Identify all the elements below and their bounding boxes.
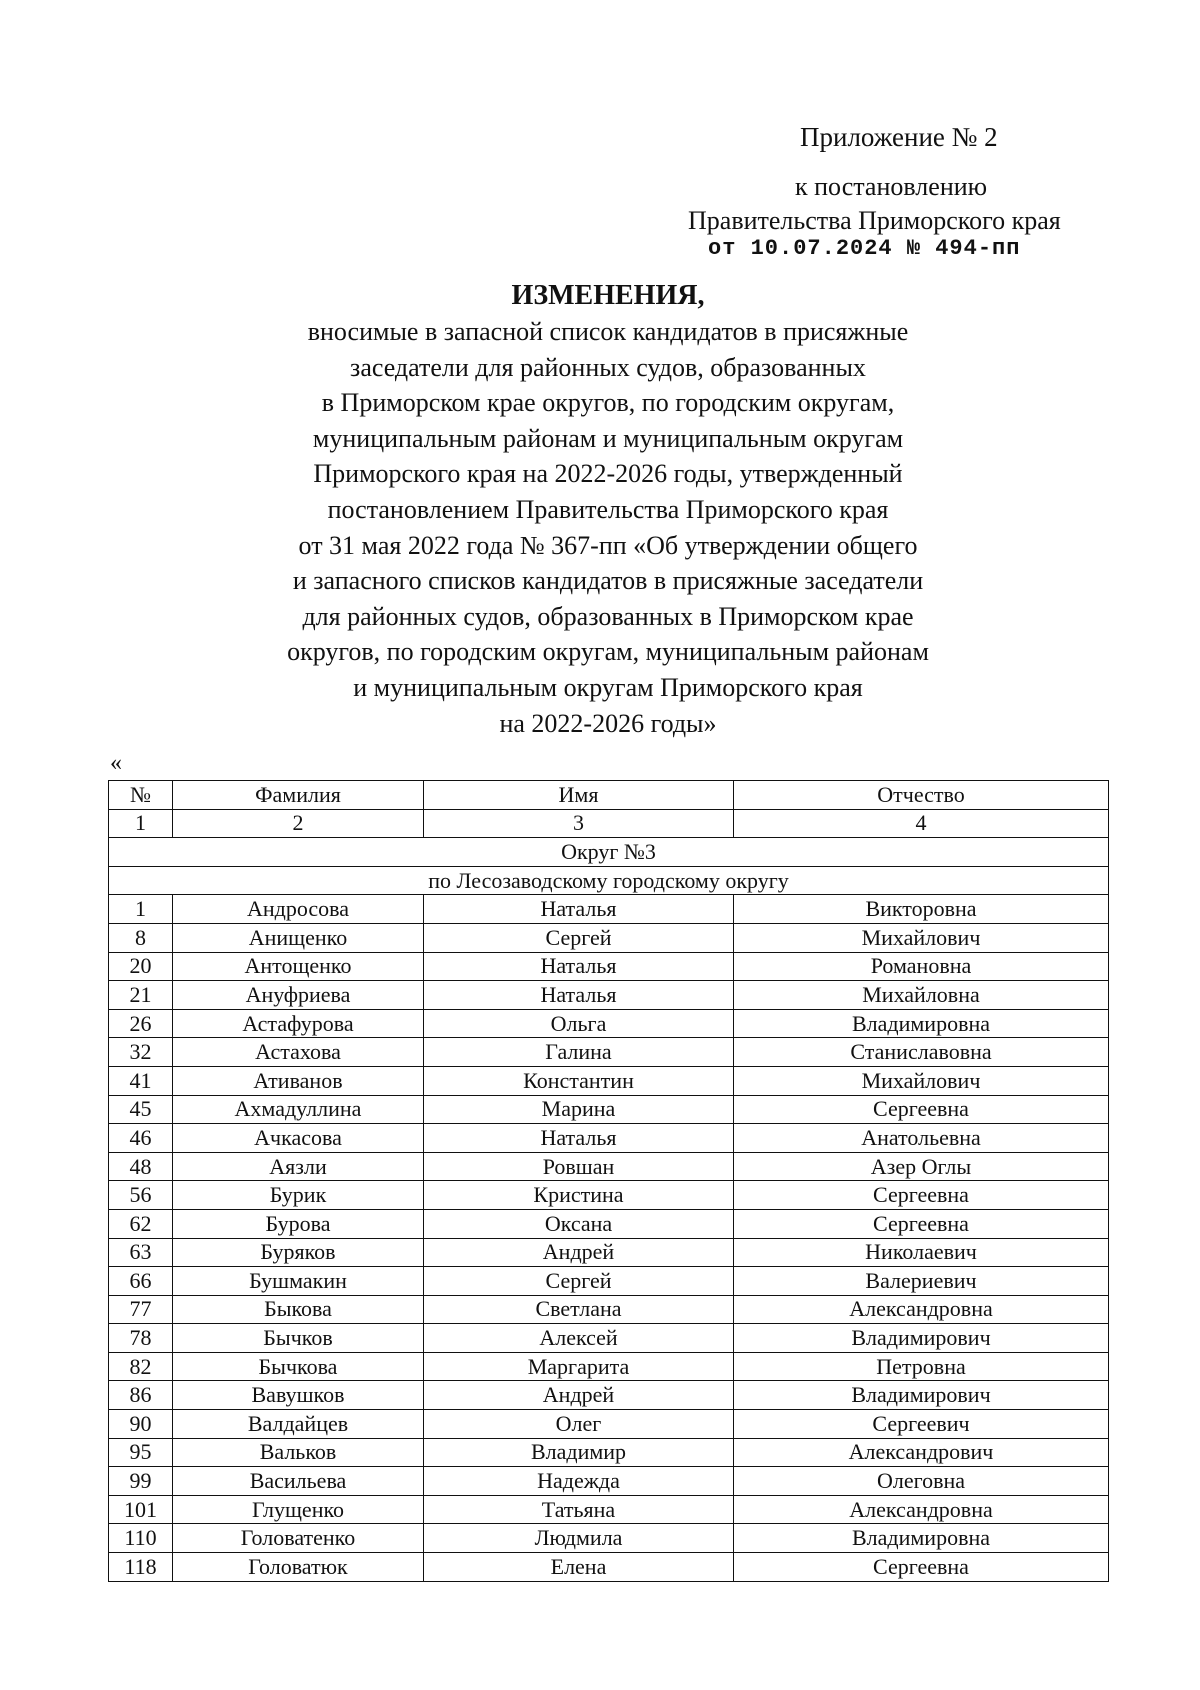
cell-last-name: Аязли: [173, 1152, 424, 1181]
cell-first-name: Сергей: [424, 923, 734, 952]
cell-first-name: Маргарита: [424, 1352, 734, 1381]
cell-last-name: Бурик: [173, 1181, 424, 1210]
column-number: 4: [734, 809, 1109, 838]
cell-last-name: Быкова: [173, 1295, 424, 1324]
cell-patronymic: Романовна: [734, 952, 1109, 981]
cell-last-name: Ативанов: [173, 1066, 424, 1095]
cell-number: 41: [109, 1066, 173, 1095]
table-row: [109, 1438, 1109, 1467]
district-row: [109, 838, 1109, 867]
table-row: [109, 981, 1109, 1010]
cell-number: 90: [109, 1410, 173, 1439]
header-last-name: Фамилия: [173, 781, 424, 810]
cell-patronymic: Анатольевна: [734, 1124, 1109, 1153]
cell-number: 45: [109, 1095, 173, 1124]
subtitle-line: округов, по городским округам, муниципальным районам: [287, 637, 929, 667]
cell-patronymic: Александровна: [734, 1495, 1109, 1524]
cell-last-name: Ануфриева: [173, 981, 424, 1010]
table-row: [109, 1410, 1109, 1439]
cell-first-name: Наталья: [424, 895, 734, 924]
cell-number: 77: [109, 1295, 173, 1324]
column-number: 2: [173, 809, 424, 838]
cell-last-name: Астахова: [173, 1038, 424, 1067]
table-row: [109, 1553, 1109, 1582]
cell-first-name: Олег: [424, 1410, 734, 1439]
cell-first-name: Андрей: [424, 1238, 734, 1267]
cell-first-name: Наталья: [424, 981, 734, 1010]
subtitle-line: на 2022-2026 годы»: [499, 708, 717, 738]
cell-last-name: Валдайцев: [173, 1410, 424, 1439]
cell-last-name: Буряков: [173, 1238, 424, 1267]
cell-patronymic: Владимирович: [734, 1324, 1109, 1353]
header-patronymic: Отчество: [734, 781, 1109, 810]
cell-first-name: Наталья: [424, 1124, 734, 1153]
table-row: [109, 1267, 1109, 1296]
cell-number: 62: [109, 1209, 173, 1238]
cell-first-name: Алексей: [424, 1324, 734, 1353]
cell-patronymic: Сергеевна: [734, 1209, 1109, 1238]
table-row: [109, 1238, 1109, 1267]
cell-first-name: Галина: [424, 1038, 734, 1067]
subtitle-line: вносимые в запасной список кандидатов в присяжные: [307, 317, 909, 346]
subtitle-line: муниципальным районам и муниципальным округам: [312, 423, 904, 453]
header-first-name: Имя: [424, 781, 734, 810]
cell-patronymic: Станиславовна: [734, 1038, 1109, 1067]
annex-date-number: от 10.07.2024 № 494-пп: [708, 236, 1021, 261]
table-row: [109, 1352, 1109, 1381]
cell-last-name: Анищенко: [173, 923, 424, 952]
cell-last-name: Ахмадуллина: [173, 1095, 424, 1124]
table-row: [109, 1324, 1109, 1353]
cell-last-name: Вальков: [173, 1438, 424, 1467]
cell-patronymic: Викторовна: [734, 895, 1109, 924]
cell-first-name: Елена: [424, 1553, 734, 1582]
cell-last-name: Бычкова: [173, 1352, 424, 1381]
cell-patronymic: Сергеевич: [734, 1410, 1109, 1439]
cell-patronymic: Азер Оглы: [734, 1152, 1109, 1181]
cell-last-name: Андросова: [173, 895, 424, 924]
cell-number: 78: [109, 1324, 173, 1353]
table-row: [109, 1381, 1109, 1410]
cell-number: 118: [109, 1553, 173, 1582]
cell-first-name: Оксана: [424, 1209, 734, 1238]
annex-title: Приложение № 2: [800, 122, 998, 152]
cell-last-name: Головатюк: [173, 1553, 424, 1582]
cell-last-name: Ачкасова: [173, 1124, 424, 1153]
table-row: [109, 952, 1109, 981]
cell-number: 99: [109, 1467, 173, 1496]
table-row: [109, 1524, 1109, 1553]
table-row: [109, 1209, 1109, 1238]
header-number: №: [109, 781, 173, 810]
cell-first-name: Наталья: [424, 952, 734, 981]
cell-first-name: Константин: [424, 1066, 734, 1095]
cell-number: 86: [109, 1381, 173, 1410]
cell-first-name: Андрей: [424, 1381, 734, 1410]
table-column-numbers-row: [109, 809, 1109, 838]
cell-number: 46: [109, 1124, 173, 1153]
subtitle-line: постановлением Правительства Приморского края: [327, 494, 889, 524]
annex-to-resolution: к постановлению: [795, 172, 988, 201]
table-row: [109, 895, 1109, 924]
document-subtitle: [200, 314, 1016, 741]
cell-first-name: Марина: [424, 1095, 734, 1124]
cell-patronymic: Александровна: [734, 1295, 1109, 1324]
subdistrict-row: [109, 866, 1109, 895]
table-row: [109, 1152, 1109, 1181]
cell-number: 1: [109, 895, 173, 924]
cell-number: 56: [109, 1181, 173, 1210]
cell-first-name: Ольга: [424, 1009, 734, 1038]
cell-last-name: Васильева: [173, 1467, 424, 1496]
subtitle-line: в Приморском крае округов, по городским округам,: [321, 388, 895, 418]
cell-last-name: Бурова: [173, 1209, 424, 1238]
cell-number: 110: [109, 1524, 173, 1553]
column-number: 1: [109, 809, 173, 838]
cell-number: 32: [109, 1038, 173, 1067]
cell-last-name: Бычков: [173, 1324, 424, 1353]
cell-patronymic: Николаевич: [734, 1238, 1109, 1267]
table-row: [109, 923, 1109, 952]
cell-patronymic: Сергеевна: [734, 1095, 1109, 1124]
cell-patronymic: Михайлович: [734, 1066, 1109, 1095]
cell-number: 8: [109, 923, 173, 952]
cell-first-name: Татьяна: [424, 1495, 734, 1524]
table-row: [109, 1181, 1109, 1210]
cell-patronymic: Владимировна: [734, 1009, 1109, 1038]
cell-first-name: Ровшан: [424, 1152, 734, 1181]
candidates-table: [108, 780, 1109, 1582]
district-label: Округ №3: [109, 838, 1109, 867]
open-quote: «: [110, 750, 122, 776]
table-row: [109, 1095, 1109, 1124]
table-row: [109, 1467, 1109, 1496]
cell-patronymic: Сергеевна: [734, 1553, 1109, 1582]
cell-first-name: Светлана: [424, 1295, 734, 1324]
cell-last-name: Глущенко: [173, 1495, 424, 1524]
cell-last-name: Бушмакин: [173, 1267, 424, 1296]
cell-patronymic: Сергеевна: [734, 1181, 1109, 1210]
cell-patronymic: Петровна: [734, 1352, 1109, 1381]
annex-government: Правительства Приморского края: [688, 206, 1061, 235]
cell-patronymic: Александрович: [734, 1438, 1109, 1467]
cell-patronymic: Валериевич: [734, 1267, 1109, 1296]
subtitle-line: от 31 мая 2022 года № 367-пп «Об утверждении общего: [298, 530, 918, 560]
cell-number: 26: [109, 1009, 173, 1038]
cell-number: 101: [109, 1495, 173, 1524]
table-row: [109, 1038, 1109, 1067]
cell-number: 20: [109, 952, 173, 981]
table-row: [109, 1066, 1109, 1095]
cell-number: 66: [109, 1267, 173, 1296]
table-row: [109, 1295, 1109, 1324]
subdistrict-label: по Лесозаводскому городскому округу: [109, 866, 1109, 895]
column-number: 3: [424, 809, 734, 838]
subtitle-line: заседатели для районных судов, образованных: [350, 352, 866, 382]
table-body: [109, 838, 1109, 1581]
cell-number: 48: [109, 1152, 173, 1181]
table-row: [109, 1124, 1109, 1153]
cell-patronymic: Владимирович: [734, 1381, 1109, 1410]
cell-first-name: Владимир: [424, 1438, 734, 1467]
cell-patronymic: Михайловна: [734, 981, 1109, 1010]
cell-first-name: Людмила: [424, 1524, 734, 1553]
cell-first-name: Сергей: [424, 1267, 734, 1296]
cell-patronymic: Олеговна: [734, 1467, 1109, 1496]
table-row: [109, 1009, 1109, 1038]
cell-number: 82: [109, 1352, 173, 1381]
cell-last-name: Головатенко: [173, 1524, 424, 1553]
document-heading: ИЗМЕНЕНИЯ,: [511, 280, 705, 311]
cell-patronymic: Михайлович: [734, 923, 1109, 952]
cell-last-name: Астафурова: [173, 1009, 424, 1038]
table-row: [109, 1495, 1109, 1524]
cell-number: 95: [109, 1438, 173, 1467]
subtitle-line: Приморского края на 2022-2026 годы, утвержденный: [313, 459, 903, 489]
cell-number: 63: [109, 1238, 173, 1267]
cell-patronymic: Владимировна: [734, 1524, 1109, 1553]
cell-first-name: Кристина: [424, 1181, 734, 1210]
subtitle-line: и муниципальным округам Приморского края: [353, 672, 863, 702]
table-header-row: [109, 781, 1109, 810]
subtitle-line: для районных судов, образованных в Приморском крае: [302, 601, 914, 631]
cell-last-name: Вавушков: [173, 1381, 424, 1410]
cell-first-name: Надежда: [424, 1467, 734, 1496]
subtitle-line: и запасного списков кандидатов в присяжные заседатели: [292, 566, 924, 596]
cell-last-name: Антощенко: [173, 952, 424, 981]
cell-number: 21: [109, 981, 173, 1010]
